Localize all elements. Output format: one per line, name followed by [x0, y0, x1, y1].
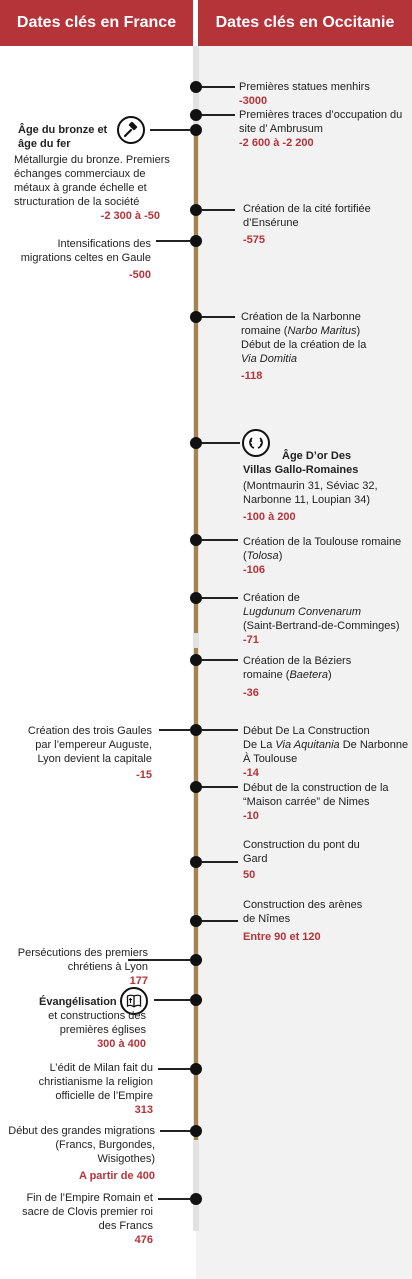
event-text: Persécutions des premiers chrétiens à Lyon: [17, 947, 148, 973]
event-text: Création de la Béziers: [243, 655, 352, 667]
hammer-icon: [117, 116, 145, 144]
event-text: De Narbonne: [339, 739, 409, 751]
event-text: (Montmaurin 31, Séviac 32, Narbonne 11, Loupian 34): [243, 480, 378, 506]
event-villas-title: [282, 449, 407, 463]
event-date: 476: [134, 1234, 153, 1246]
event-text: Création de la cité fortifiée d’Ensérune: [243, 203, 371, 229]
event-text: ): [356, 325, 361, 337]
connector: [150, 129, 190, 131]
header-france: Dates clés en France: [0, 0, 193, 46]
event-migrations-celtes: [10, 237, 151, 282]
event-date: -36: [243, 687, 259, 699]
event-title: Villas Gallo-Romaines: [243, 464, 359, 476]
connector: [154, 999, 190, 1001]
connector: [159, 729, 190, 731]
timeline-dot: [190, 592, 202, 604]
event-text: Création de la Narbonne: [241, 311, 361, 323]
connector: [202, 209, 235, 211]
connector: [202, 729, 238, 731]
timeline-dot: [190, 1063, 202, 1075]
event-date: 313: [134, 1104, 153, 1116]
event-text: ): [278, 550, 283, 562]
connector: [160, 1130, 190, 1132]
event-text: Création de la Toulouse romaine: [243, 536, 402, 548]
timeline-dot: [190, 311, 202, 323]
event-grandes-migrations: [2, 1124, 155, 1183]
connector: [202, 920, 238, 922]
timeline-dot: [190, 124, 202, 136]
event-text: L’édit de Milan fait du christianisme la religion officielle de l’Empire: [38, 1062, 153, 1102]
event-text: Construction des arènes de Nîmes: [243, 899, 363, 925]
event-date: -500: [128, 269, 151, 281]
event-date: -575: [243, 234, 266, 246]
event-title: Âge D’or Des: [282, 450, 352, 462]
event-text: Intensifications des migrations celtes en Gaule: [20, 238, 151, 264]
event-date: -2 300 à -50: [100, 210, 160, 222]
event-narbonne: [241, 310, 406, 383]
connector: [202, 442, 240, 444]
event-evangelisation: [10, 1009, 146, 1051]
event-date: -2 600 à -2 200: [239, 137, 314, 149]
event-date: -14: [243, 767, 259, 779]
connector: [202, 86, 235, 88]
event-text: À Toulouse: [243, 753, 298, 765]
event-date: Entre 90 et 120: [243, 931, 321, 943]
event-enserune: [243, 202, 403, 247]
event-text: Premières traces d’occupation du site d’ Ambrusum: [239, 109, 403, 135]
laurel-wreath-icon: [242, 429, 270, 457]
event-text: Début de la création de la: [241, 339, 367, 351]
event-text: Métallurgie du bronze. Premiers échanges commerciaux de métaux à grande échelle et structuration de la société: [14, 154, 170, 208]
connector: [202, 114, 235, 116]
connector: [158, 1068, 190, 1070]
event-trois-gaules: [12, 724, 152, 782]
event-title: Âge du bronze et âge du fer: [18, 124, 108, 150]
event-via-aquitania: [243, 724, 409, 780]
event-text: Fin de l’Empire Romain et sacre de Clovis premier roi des Francs: [22, 1192, 153, 1232]
connector: [158, 1198, 190, 1200]
event-date: A partir de 400: [78, 1170, 155, 1182]
event-maison-carree: [243, 781, 409, 823]
event-text: De La: [243, 739, 276, 751]
event-ambrusum: [239, 108, 407, 150]
timeline-dot: [190, 724, 202, 736]
event-text-italic: Baetera: [289, 669, 328, 681]
connector: [202, 316, 235, 318]
connector: [156, 240, 190, 242]
event-fin-empire-clovis: [12, 1191, 153, 1247]
timeline-dot: [190, 437, 202, 449]
event-text: (: [243, 550, 247, 562]
timeline-dot: [190, 81, 202, 93]
timeline-dot: [190, 654, 202, 666]
event-date: 177: [129, 975, 148, 987]
event-date: -71: [243, 634, 259, 646]
event-toulouse: [243, 535, 409, 577]
event-pont-du-gard: [243, 838, 373, 882]
event-date: -15: [136, 769, 152, 781]
timeline-dot: [190, 915, 202, 927]
event-menhirs: [239, 80, 407, 108]
event-text: Début De La Construction: [243, 725, 370, 737]
event-text: Début de la construction de la “Maison carrée” de Nimes: [243, 782, 389, 808]
event-date: -10: [243, 810, 259, 822]
connector: [202, 861, 238, 863]
event-bronze: [14, 153, 178, 223]
event-date: 50: [243, 869, 256, 881]
event-text-italic: Lugdunum Convenarum: [243, 606, 362, 618]
event-bronze-title: [18, 123, 116, 151]
event-villas: [243, 463, 409, 524]
timeline-dot: [190, 1125, 202, 1137]
event-text: Début des grandes migrations (Francs, Burgondes, Wisigothes): [8, 1125, 155, 1165]
event-beziers: [243, 654, 409, 700]
event-title: Évangélisation: [39, 996, 117, 1008]
event-edit-milan: [20, 1061, 153, 1117]
event-text: romaine (: [241, 325, 288, 337]
event-text: romaine (: [243, 669, 290, 681]
connector: [202, 659, 238, 661]
event-lugdunum: [243, 591, 409, 647]
event-text-italic: Via Aquitania: [275, 739, 340, 751]
event-text: ): [328, 669, 332, 681]
timeline-dot: [190, 954, 202, 966]
connector: [202, 539, 238, 541]
event-date: 300 à 400: [97, 1038, 146, 1050]
timeline-dot: [190, 781, 202, 793]
event-text: Création des trois Gaules par l’empereur Auguste, Lyon devient la capitale: [27, 725, 152, 765]
timeline-dot: [190, 534, 202, 546]
connector: [202, 597, 238, 599]
timeline-dot: [190, 235, 202, 247]
event-text: Création de: [243, 592, 300, 604]
event-text: Premières statues menhirs: [239, 81, 370, 93]
event-date: -100 à 200: [243, 511, 296, 523]
event-date: -106: [243, 564, 266, 576]
event-date: -118: [241, 370, 263, 382]
timeline-dot: [190, 109, 202, 121]
event-text-italic: Tolosa: [246, 550, 279, 562]
timeline-dot: [190, 1193, 202, 1205]
event-text: et constructions des premières églises: [48, 1010, 146, 1036]
event-text: Construction du pont du Gard: [243, 839, 360, 865]
event-text: (Saint-Bertrand-de-Comminges): [243, 620, 400, 632]
timeline-dot: [190, 856, 202, 868]
event-persecutions-lyon: [10, 946, 148, 988]
timeline-dot: [190, 994, 202, 1006]
event-arenes-nimes: [243, 898, 373, 944]
event-text-italic: Via Domitia: [241, 353, 298, 365]
event-date: -3000: [239, 95, 268, 107]
header-occitanie: Dates clés en Occitanie: [198, 0, 412, 46]
timeline-dot: [190, 204, 202, 216]
event-evangelisation-title: [39, 995, 119, 1009]
event-text-italic: Narbo Maritus: [287, 325, 357, 337]
connector: [202, 786, 238, 788]
